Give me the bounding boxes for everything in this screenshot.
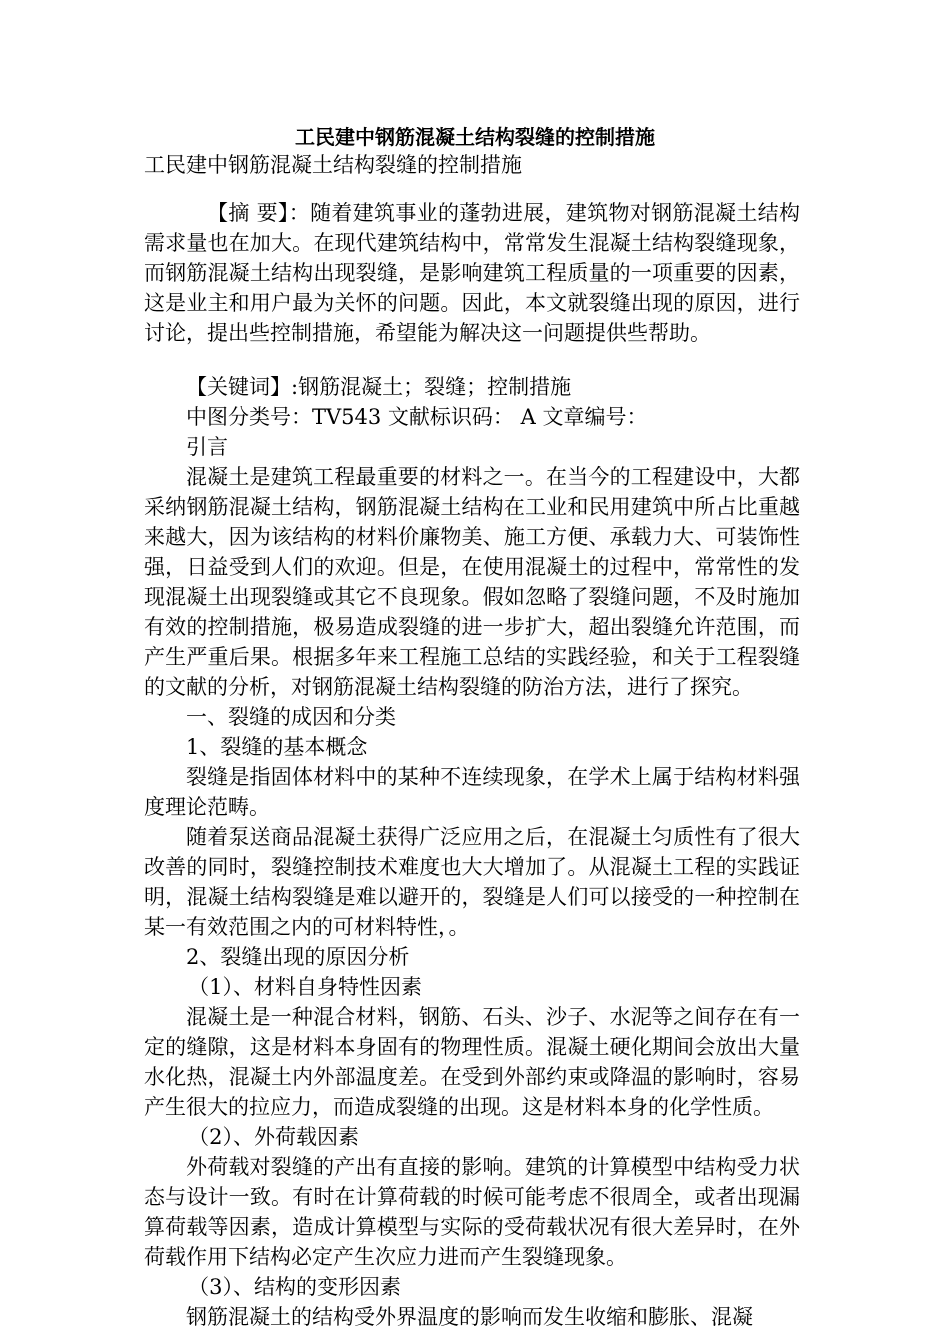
- sub2-heading: 2、裂缝出现的原因分析: [186, 945, 410, 969]
- main-body: [144, 372, 800, 1332]
- item3-heading: （3）、结构的变形因素: [188, 1275, 401, 1299]
- abstract-paragraph: 【摘 要】：随着建筑事业的蓬勃进展，建筑物对钢筋混凝土结构需求量也在加大。在现代建筑结构中，常常发生混凝土结构裂缝现象，而钢筋混凝土结构出现裂缝，是影响建筑工程质量的一项重要的因素，这是业主和用户最为关怀的问题。因此，本文就裂缝出现的原因，进行讨论，提出些控制措施，希望能为解决这一问题提供些帮助。: [144, 201, 800, 345]
- item2-paragraph: 外荷载对裂缝的产出有直接的影响。建筑的计算模型中结构受力状态与设计一致。有时在计算荷载的时候可能考虑不很周全，或者出现漏算荷载等因素，造成计算模型与实际的受荷载状况有很大差异时，在外荷载作用下结构必定产生次应力进而产生裂缝现象。: [144, 1155, 800, 1269]
- keywords-line: 【关键词】:钢筋混凝土；裂缝；控制措施: [186, 375, 572, 399]
- abstract-block: [144, 198, 800, 348]
- item1-heading: （1）、材料自身特性因素: [188, 975, 422, 999]
- section1-heading: 一、裂缝的成因和分类: [186, 705, 396, 729]
- item2-heading: （2）、外荷载因素: [188, 1125, 359, 1149]
- intro-heading: 引言: [186, 435, 228, 459]
- item1-paragraph: 混凝土是一种混合材料，钢筋、石头、沙子、水泥等之间存在有一定的缝隙，这是材料本身固有的物理性质。混凝土硬化期间会放出大量水化热，混凝土内外部温度差。在受到外部约束或降温的影响时，容易产生很大的拉应力，而造成裂缝的出现。这是材料本身的化学性质。: [144, 1005, 800, 1119]
- sub1-paragraph-1: 裂缝是指固体材料中的某种不连续现象，在学术上属于结构材料强度理论范畴。: [144, 765, 800, 819]
- document-subtitle: 工民建中钢筋混凝土结构裂缝的控制措施: [144, 153, 522, 177]
- sub1-heading: 1、裂缝的基本概念: [186, 735, 368, 759]
- sub1-paragraph-2: 随着泵送商品混凝土获得广泛应用之后，在混凝土匀质性有了很大改善的同时，裂缝控制技术难度也大大增加了。从混凝土工程的实践证明，混凝土结构裂缝是难以避开的，裂缝是人们可以接受的一种控制在某一有效范围之内的可材料特性，。: [144, 825, 800, 939]
- document-title: 工民建中钢筋混凝土结构裂缝的控制措施: [295, 125, 655, 149]
- item3-paragraph: 钢筋混凝土的结构受外界温度的影响而发生收缩和膨胀、混凝: [186, 1305, 753, 1329]
- classification-line: 中图分类号：TV543 文献标识码： A 文章编号：: [186, 405, 648, 429]
- intro-paragraph: 混凝土是建筑工程最重要的材料之一。在当今的工程建设中，大都采纳钢筋混凝土结构，钢筋混凝土结构在工业和民用建筑中所占比重越来越大，因为该结构的材料价廉物美、施工方便、承载力大、可装饰性强，日益受到人们的欢迎。但是，在使用混凝土的过程中，常常性的发现混凝土出现裂缝或其它不良现象。假如忽略了裂缝问题，不及时施加有效的控制措施，极易造成裂缝的进一步扩大，超出裂缝允许范围，而产生严重后果。根据多年来工程施工总结的实践经验，和关于工程裂缝的文献的分析，对钢筋混凝土结构裂缝的防治方法，进行了探究。: [144, 465, 800, 699]
